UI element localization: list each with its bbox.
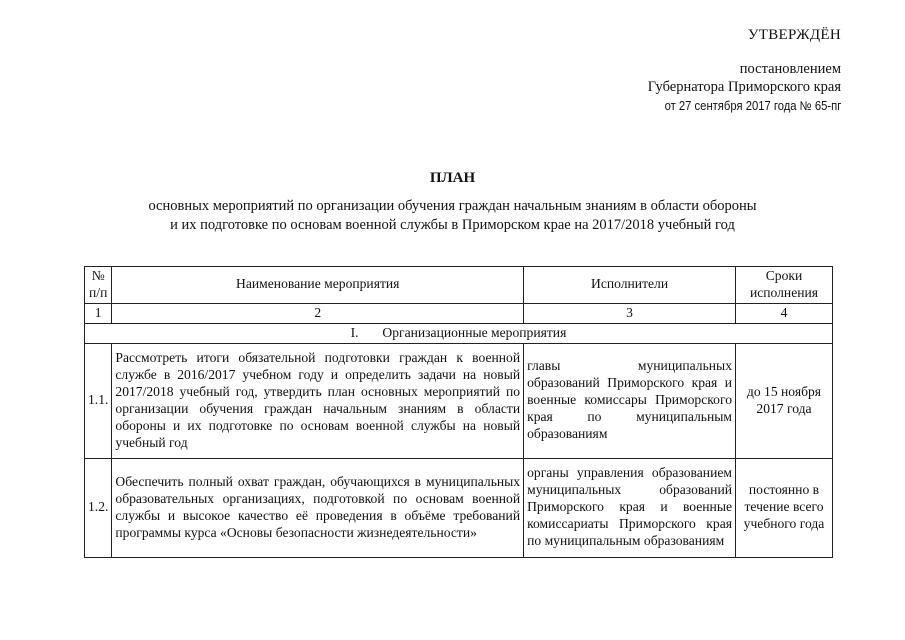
header-name: Наименование мероприятия <box>112 267 524 304</box>
table-row <box>85 343 833 458</box>
table-header-row <box>85 267 833 304</box>
row-activity: Рассмотреть итоги обязательной подготовки граждан к военной службе в 2016/2017 учебном году и определить задачи на новый 2017/2018 учебный год, утвердить план основных мероприятий по организации обучения граждан начальным знаниям в области обороны и их подготовке по основам военной службы на новый учебный год <box>112 343 524 458</box>
header-executors: Исполнители <box>524 267 736 304</box>
approval-date-stamp: от 27 сентября 2017 года № 65-пг <box>664 99 841 114</box>
approval-block <box>645 26 841 114</box>
column-number-row <box>85 303 833 323</box>
approval-line-2: Губернатора Приморского края <box>647 79 841 96</box>
header-number-line-1: № <box>91 268 105 283</box>
header-number <box>85 267 112 304</box>
row-activity: Обеспечить полный охват граждан, обучающихся в муниципальных образовательных организациях, подготовкой по основам военной службы и высокое качество её проведения в объёме требований программы курса «Основы безопасности жизнедеятельности» <box>112 458 524 557</box>
column-number-2: 2 <box>112 303 524 323</box>
row-executors: органы управления образованием муниципальных образований Приморского края и военные комиссариаты Приморского края по муниципальным образованиям <box>524 458 736 557</box>
section-title: Организационные мероприятия <box>382 324 567 340</box>
column-number-1: 1 <box>85 303 112 323</box>
document-subtitle-line-1: основных мероприятий по организации обучения граждан начальным знаниям в области обороны <box>148 198 757 214</box>
row-executors: главы муниципальных образований Приморского края и военные комиссары Приморского края по муниципальным образованиям <box>524 343 736 458</box>
section-number: I. <box>350 324 359 340</box>
row-term: до 15 ноября 2017 года <box>736 343 833 458</box>
document-title: ПЛАН <box>429 170 476 186</box>
table-row <box>85 458 833 557</box>
row-number: 1.1. <box>85 343 112 458</box>
column-number-4: 4 <box>736 303 833 323</box>
row-term: постоянно в течение всего учебного года <box>736 458 833 557</box>
plan-table <box>84 266 833 558</box>
column-number-3: 3 <box>524 303 736 323</box>
row-number: 1.2. <box>85 458 112 557</box>
section-heading <box>85 323 833 343</box>
section-row <box>85 323 833 343</box>
approval-title: УТВЕРЖДЁН <box>747 27 841 43</box>
header-number-line-2: п/п <box>89 284 108 300</box>
document-heading <box>0 170 905 235</box>
document-subtitle-line-2: и их подготовке по основам военной службы в Приморском крае на 2017/2018 учебный год <box>170 217 735 234</box>
header-terms-line-1: Сроки <box>765 268 803 283</box>
approval-line-1: постановлением <box>739 60 841 77</box>
header-terms-line-2: исполнения <box>749 284 819 300</box>
header-terms <box>736 267 833 304</box>
